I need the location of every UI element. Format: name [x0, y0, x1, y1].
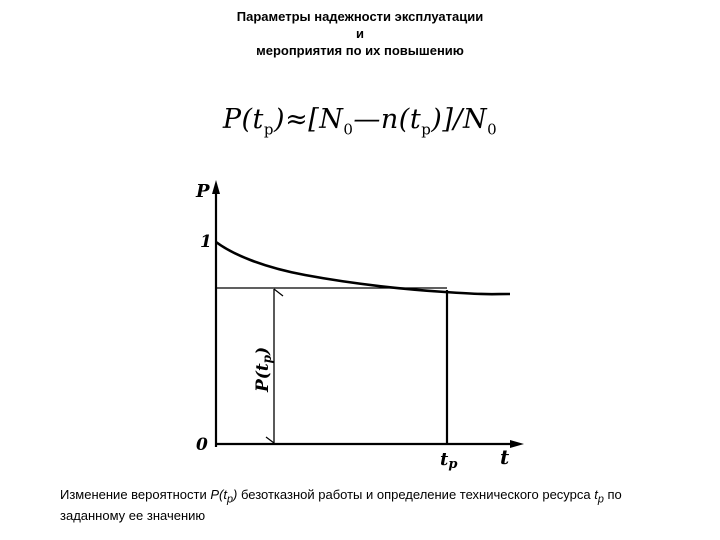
- figure-caption: [60, 487, 680, 524]
- caption-function-close: ): [233, 487, 238, 502]
- y-axis-label: P: [196, 181, 210, 202]
- tp-label: tp: [440, 449, 458, 472]
- formula-approx-sign: ≈: [285, 104, 309, 135]
- x-axis-arrow-icon: [510, 440, 524, 448]
- formula-n-subscript: р: [421, 120, 432, 139]
- caption-function-subscript: р: [226, 493, 234, 506]
- dimension-tick-bottom: [266, 437, 274, 443]
- y-axis-arrow-icon: [212, 180, 220, 194]
- formula-lhs-subscript: р: [263, 120, 275, 139]
- caption-tp: t: [594, 487, 598, 502]
- caption-prefix: Изменение вероятности: [60, 487, 211, 502]
- formula-n-of: n(t: [380, 104, 422, 135]
- tick-label-zero: 0: [196, 435, 208, 455]
- formula-lhs: P(t: [222, 104, 264, 135]
- caption-tp-subscript: р: [597, 493, 604, 506]
- caption-function: P(t: [210, 487, 227, 502]
- dimension-tick-top: [274, 289, 283, 296]
- formula-n0-subscript: 0: [343, 120, 354, 139]
- x-axis-label: t: [500, 445, 510, 469]
- formula-minus: —: [353, 104, 381, 135]
- vertical-dimension-label: P(tp): [253, 346, 274, 392]
- formula-n0-subscript-2: 0: [487, 120, 498, 139]
- formula-lhs-close: ): [274, 104, 286, 135]
- reliability-curve: [216, 242, 510, 294]
- tick-label-one: 1: [200, 232, 212, 252]
- caption-suffix: по заданному ее значению: [60, 487, 622, 523]
- caption-middle: безотказной работы и определение технического ресурса: [237, 487, 595, 502]
- formula-rhs-close: )]/N: [431, 104, 488, 135]
- title-line-3: мероприятия по их повышению: [256, 43, 464, 58]
- formula-rhs-open: [N: [308, 104, 344, 135]
- title-line-2: и: [356, 26, 364, 41]
- title-line-1: Параметры надежности эксплуатации: [236, 9, 484, 24]
